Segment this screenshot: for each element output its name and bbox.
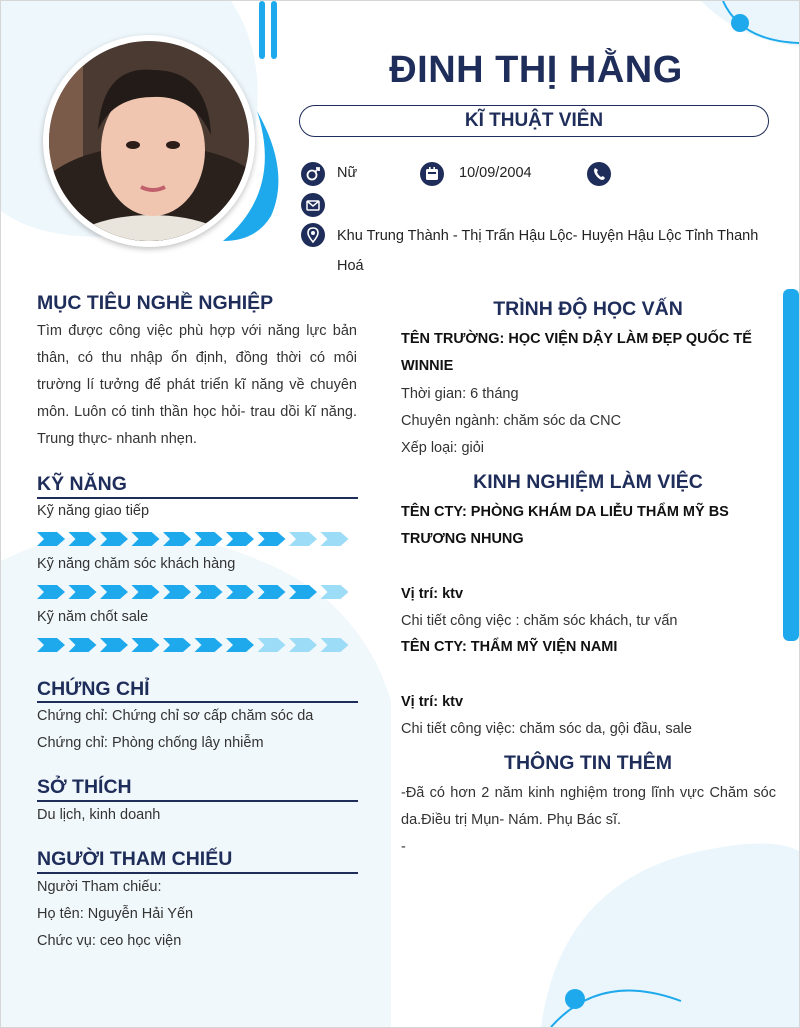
skill-chevron-filled bbox=[163, 585, 191, 599]
skill-chevron-empty bbox=[289, 532, 317, 546]
skills-title: KỸ NĂNG bbox=[37, 473, 127, 495]
extra-dash: - bbox=[401, 839, 406, 855]
skill-chevron-filled bbox=[226, 585, 254, 599]
dob-value: 10/09/2004 bbox=[459, 165, 532, 181]
skill-chevron-filled bbox=[132, 638, 160, 652]
reference-line: Chức vụ: ceo học viện bbox=[37, 933, 182, 949]
skill-chevron-filled bbox=[163, 638, 191, 652]
skill-label: Kỹ năng chăm sóc khách hàng bbox=[37, 556, 236, 572]
skill-chevron-empty bbox=[289, 638, 317, 652]
education-time: Thời gian: 6 tháng bbox=[401, 386, 519, 402]
education-major: Chuyên ngành: chăm sóc da CNC bbox=[401, 413, 622, 429]
skill-label: Kỹ năm chốt sale bbox=[37, 609, 149, 625]
calendar-icon bbox=[420, 162, 444, 186]
phone-icon bbox=[587, 162, 611, 186]
address-value: Khu Trung Thành - Thị Trấn Hậu Lộc- Huyện Hậu Lộc Tỉnh Thanh Hoá bbox=[337, 228, 759, 274]
skill-chevron-filled bbox=[289, 585, 317, 599]
education-title: TRÌNH ĐỘ HỌC VẤN bbox=[493, 298, 683, 320]
email-icon bbox=[301, 193, 325, 217]
profile-photo bbox=[43, 35, 255, 247]
hobbies-text: Du lịch, kinh doanh bbox=[37, 807, 161, 823]
extra-text: -Đã có hơn 2 năm kinh nghiệm trong lĩnh vực Chăm sóc da.Điều trị Mụn- Nám. Phụ Bác sĩ. bbox=[401, 785, 776, 828]
location-pin-icon bbox=[301, 223, 325, 247]
skill-chevron-filled bbox=[37, 585, 65, 599]
skill-chevron-filled bbox=[69, 638, 97, 652]
skill-rating bbox=[37, 584, 357, 600]
hobbies-divider bbox=[37, 800, 358, 802]
job-detail: Chi tiết công việc: chăm sóc da, gội đầu, sale bbox=[401, 721, 692, 737]
skills-divider bbox=[37, 497, 358, 499]
skill-chevron-filled bbox=[69, 585, 97, 599]
skill-chevron-filled bbox=[226, 532, 254, 546]
job-detail: Chi tiết công việc : chăm sóc khách, tư vấn bbox=[401, 613, 678, 629]
skill-chevron-filled bbox=[258, 585, 286, 599]
skill-chevron-filled bbox=[195, 585, 223, 599]
reference-line: Họ tên: Nguyễn Hải Yến bbox=[37, 906, 194, 922]
skill-chevron-filled bbox=[195, 532, 223, 546]
reference-line: Người Tham chiếu: bbox=[37, 879, 162, 895]
skill-chevrons bbox=[37, 637, 357, 653]
skill-chevron-filled bbox=[100, 585, 128, 599]
experience-title: KINH NGHIỆM LÀM VIỆC bbox=[473, 471, 703, 493]
skill-chevron-filled bbox=[258, 532, 286, 546]
candidate-name: ĐINH THỊ HẰNG bbox=[389, 49, 683, 91]
gender-value: Nữ bbox=[337, 165, 358, 181]
skill-chevron-filled bbox=[163, 532, 191, 546]
skill-chevron-filled bbox=[37, 532, 65, 546]
certificate-item: Chứng chỉ: Phòng chống lây nhiễm bbox=[37, 735, 264, 751]
skill-rating bbox=[37, 637, 357, 653]
skill-chevron-empty bbox=[321, 585, 349, 599]
skill-chevron-filled bbox=[132, 585, 160, 599]
certificate-item: Chứng chỉ: Chứng chỉ sơ cấp chăm sóc da bbox=[37, 708, 314, 724]
skill-chevrons bbox=[37, 584, 357, 600]
certificates-title: CHỨNG CHỈ bbox=[37, 678, 150, 700]
objective-text: Tìm được công việc phù hợp với năng lực bản thân, có thu nhập ổn định, đồng thời có môi trường lí tưởng để phát triển kĩ năng về chuyên môn. Luôn có tinh thần học hỏi- trau dồi kĩ năng. Trung thực- nhanh nhẹn. bbox=[37, 323, 357, 447]
skill-chevron-empty bbox=[321, 532, 349, 546]
job-role: Vị trí: ktv bbox=[401, 586, 464, 602]
extra-title: THÔNG TIN THÊM bbox=[504, 752, 672, 774]
job-role: Vị trí: ktv bbox=[401, 694, 464, 710]
objective-title: MỤC TIÊU NGHỀ NGHIỆP bbox=[37, 292, 274, 314]
skill-rating bbox=[37, 531, 357, 547]
skill-chevron-filled bbox=[69, 532, 97, 546]
job-company: TÊN CTY: THẨM MỸ VIỆN NAMI bbox=[401, 639, 618, 655]
education-grade: Xếp loại: giỏi bbox=[401, 440, 485, 456]
skill-chevron-filled bbox=[195, 638, 223, 652]
references-title: NGƯỜI THAM CHIẾU bbox=[37, 848, 233, 870]
skill-label: Kỹ năng giao tiếp bbox=[37, 503, 150, 519]
hobbies-title: SỞ THÍCH bbox=[37, 776, 132, 798]
job-company: TÊN CTY: PHÒNG KHÁM DA LIỄU THẨM MỸ BS TRƯƠNG NHUNG bbox=[401, 504, 729, 547]
skill-chevron-empty bbox=[321, 638, 349, 652]
gender-icon bbox=[301, 162, 325, 186]
skill-chevron-filled bbox=[37, 638, 65, 652]
skill-chevron-empty bbox=[258, 638, 286, 652]
education-school: TÊN TRƯỜNG: HỌC VIỆN DẬY LÀM ĐẸP QUỐC TẾ WINNIE bbox=[401, 331, 752, 374]
skill-chevron-filled bbox=[100, 638, 128, 652]
references-divider bbox=[37, 872, 358, 874]
skill-chevron-filled bbox=[132, 532, 160, 546]
skill-chevrons bbox=[37, 531, 357, 547]
skill-chevron-filled bbox=[100, 532, 128, 546]
certificates-divider bbox=[37, 701, 358, 703]
skill-chevron-filled bbox=[226, 638, 254, 652]
job-title: KĨ THUẬT VIÊN bbox=[299, 105, 769, 137]
